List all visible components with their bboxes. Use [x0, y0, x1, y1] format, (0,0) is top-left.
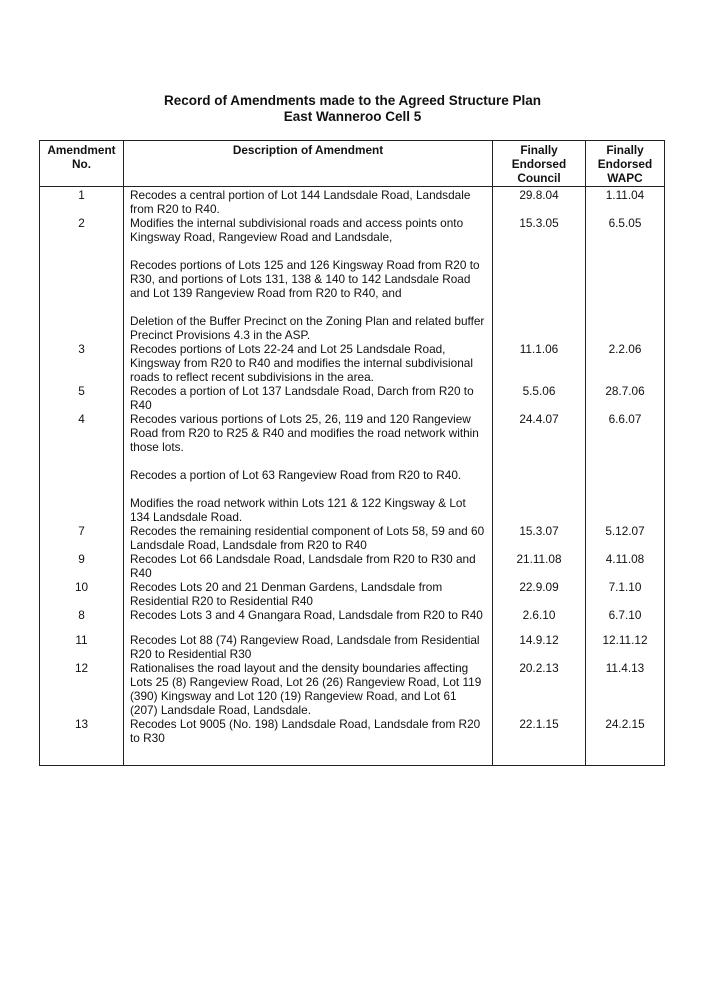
table-header-row: [40, 141, 665, 187]
amendment-description: [124, 384, 493, 412]
amendment-description: [124, 661, 493, 717]
amendment-description: [124, 552, 493, 580]
council-endorsed-date: 14.9.12: [493, 633, 586, 661]
council-endorsed-date: 29.8.04: [493, 187, 586, 217]
description-paragraph: Modifies the road network within Lots 121 & 122 Kingsway & Lot 134 Landsdale Road.: [130, 496, 466, 524]
description-paragraph: Modifies the internal subdivisional roads and access points onto Kingsway Road, Rangeview Road and Landsdale,: [130, 216, 464, 244]
header-text: No.: [71, 157, 91, 171]
table-row: [40, 384, 665, 412]
description-paragraph: Recodes Lots 20 and 21 Denman Gardens, Landsdale from Residential R20 to Residential R40: [130, 580, 443, 608]
council-endorsed-date: 11.1.06: [493, 342, 586, 384]
amendment-description: [124, 608, 493, 633]
council-endorsed-date: 2.6.10: [493, 608, 586, 633]
council-endorsed-date: 15.3.07: [493, 524, 586, 552]
wapc-endorsed-date: 6.6.07: [586, 412, 665, 524]
header-council: [493, 141, 586, 187]
wapc-endorsed-date: 2.2.06: [586, 342, 665, 384]
description-paragraph: Recodes portions of Lots 125 and 126 Kingsway Road from R20 to R30, and portions of Lots 131, 138 & 140 to 142 Landsdale Road and Lot 139 Rangeview Road from R20 to R40, and: [130, 258, 480, 300]
amendment-number: 10: [40, 580, 124, 608]
description-paragraph: Rationalises the road layout and the density boundaries affecting Lots 25 (8) Rangeview Road, Lot 26 (26) Rangeview Road, Lot 119 (390) Kingsway and Lot 120 (19) Rangeview Road, and Lot 61 (207) Landsdale Road, Landsdale.: [130, 661, 482, 717]
description-paragraph: Recodes Lot 88 (74) Rangeview Road, Landsdale from Residential R20 to Residential R30: [130, 633, 480, 661]
wapc-endorsed-date: 12.11.12: [586, 633, 665, 661]
council-endorsed-date: 15.3.05: [493, 216, 586, 342]
wapc-endorsed-date: 6.7.10: [586, 608, 665, 633]
table-row: [40, 216, 665, 342]
description-paragraph: Recodes a portion of Lot 63 Rangeview Road from R20 to R40.: [130, 468, 462, 482]
council-endorsed-date: 22.9.09: [493, 580, 586, 608]
council-endorsed-date: 21.11.08: [493, 552, 586, 580]
wapc-endorsed-date: 28.7.06: [586, 384, 665, 412]
description-paragraph: Recodes Lots 3 and 4 Gnangara Road, Landsdale from R20 to R40: [130, 608, 483, 622]
amendment-number: 1: [40, 187, 124, 217]
amendment-number: 3: [40, 342, 124, 384]
wapc-endorsed-date: 11.4.13: [586, 661, 665, 717]
table-row: [40, 580, 665, 608]
header-text: Council: [517, 171, 561, 185]
wapc-endorsed-date: 1.11.04: [586, 187, 665, 217]
amendment-number: 13: [40, 717, 124, 766]
header-text: Finally: [606, 143, 644, 157]
header-wapc: [586, 141, 665, 187]
amendment-number: 9: [40, 552, 124, 580]
table-row: [40, 633, 665, 661]
wapc-endorsed-date: 4.11.08: [586, 552, 665, 580]
council-endorsed-date: 5.5.06: [493, 384, 586, 412]
amendment-number: 11: [40, 633, 124, 661]
amendment-number: 8: [40, 608, 124, 633]
header-text: Amendment: [47, 143, 116, 157]
description-paragraph: Recodes Lot 66 Landsdale Road, Landsdale from R20 to R30 and R40: [130, 552, 476, 580]
amendment-description: [124, 412, 493, 524]
amendment-description: [124, 524, 493, 552]
description-paragraph: Deletion of the Buffer Precinct on the Zoning Plan and related buffer Precinct Provisions 4.3 in the ASP.: [130, 314, 485, 342]
amendment-description: [124, 633, 493, 661]
council-endorsed-date: 20.2.13: [493, 661, 586, 717]
amendment-number: 2: [40, 216, 124, 342]
table-row: [40, 412, 665, 524]
description-paragraph: Recodes Lot 9005 (No. 198) Landsdale Road, Landsdale from R20 to R30: [130, 717, 481, 745]
description-paragraph: Recodes various portions of Lots 25, 26, 119 and 120 Rangeview Road from R20 to R25 & R40 and modifies the road network within those lots.: [130, 412, 479, 454]
wapc-endorsed-date: 5.12.07: [586, 524, 665, 552]
title-line-2: East Wanneroo Cell 5: [283, 109, 422, 124]
amendment-number: 12: [40, 661, 124, 717]
description-paragraph: Recodes a portion of Lot 137 Landsdale Road, Darch from R20 to R40: [130, 384, 474, 412]
document-title: [0, 93, 705, 125]
amendment-description: [124, 187, 493, 217]
wapc-endorsed-date: 24.2.15: [586, 717, 665, 766]
table-row: [40, 717, 665, 766]
title-line-1: Record of Amendments made to the Agreed Structure Plan: [163, 93, 542, 108]
amendment-description: [124, 216, 493, 342]
amendment-number: 7: [40, 524, 124, 552]
wapc-endorsed-date: 6.5.05: [586, 216, 665, 342]
description-paragraph: Recodes the remaining residential component of Lots 58, 59 and 60 Landsdale Road, Landsdale from R20 to R40: [130, 524, 485, 552]
header-text: WAPC: [607, 171, 643, 185]
amendments-table: [39, 140, 665, 766]
table-row: [40, 661, 665, 717]
wapc-endorsed-date: 7.1.10: [586, 580, 665, 608]
header-text: Endorsed: [597, 157, 653, 171]
council-endorsed-date: 22.1.15: [493, 717, 586, 766]
header-text: Endorsed: [511, 157, 567, 171]
table-row: [40, 552, 665, 580]
header-amendment-no: [40, 141, 124, 187]
amendment-description: [124, 342, 493, 384]
table-row: [40, 342, 665, 384]
header-text: Finally: [520, 143, 558, 157]
council-endorsed-date: 24.4.07: [493, 412, 586, 524]
table-row: [40, 524, 665, 552]
amendment-description: [124, 580, 493, 608]
table-row: [40, 608, 665, 633]
description-paragraph: Recodes a central portion of Lot 144 Landsdale Road, Landsdale from R20 to R40.: [130, 188, 471, 216]
amendment-description: [124, 717, 493, 766]
header-description: [124, 141, 493, 187]
amendment-number: 5: [40, 384, 124, 412]
table-row: [40, 187, 665, 217]
header-text: Description of Amendment: [232, 143, 384, 157]
description-paragraph: Recodes portions of Lots 22-24 and Lot 25 Landsdale Road, Kingsway from R20 to R40 and modifies the internal subdivisional roads to reflect recent subdivisions in the area.: [130, 342, 473, 384]
amendment-number: 4: [40, 412, 124, 524]
